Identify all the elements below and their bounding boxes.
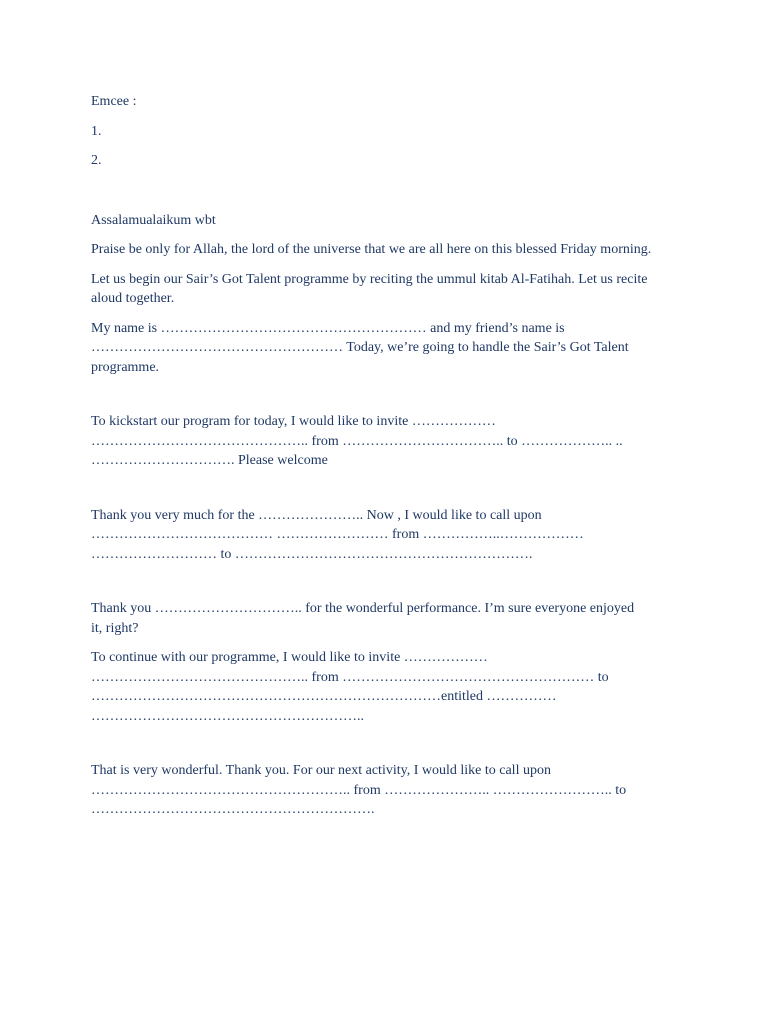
next-activity-line: …………………………………………………….	[91, 802, 375, 817]
begin-paragraph: Let us begin our Sair’s Got Talent programme by reciting the ummul kitab Al-Fatihah. Let us recite aloud together.	[91, 271, 648, 306]
continue-line: To continue with our programme, I would like to invite ………………	[91, 650, 488, 665]
document-body	[91, 92, 681, 820]
thank-you-line: Thank you ………………………….. for the wonderful performance. I’m sure everyone enjoyed	[91, 601, 635, 616]
intro-line: My name is ………………………………………………… and my friend’s name is	[91, 320, 565, 336]
emcee-item-1: 1.	[91, 123, 102, 139]
kickstart-line: …………………………. Please welcome	[91, 453, 328, 468]
continue-line: …………………………………………………………………entitled ……………	[91, 689, 557, 704]
thank-you-line: ………………………………… …………………… from ……………..………………	[91, 527, 584, 542]
continue-line: ……………………………………….. from ……………………………………………… to	[91, 669, 609, 685]
intro-line: ……………………………………………… Today, we’re going to handle the Sair’s Got Talent	[91, 340, 629, 355]
thank-you-line: Thank you very much for the ………………….. Now , I would like to call upon	[91, 507, 542, 523]
next-activity-line: ……………………………………………….. from ………………….. …………………….. to	[91, 782, 627, 798]
thank-you-paragraph-2	[91, 599, 681, 638]
greeting: Assalamualaikum wbt	[91, 212, 216, 228]
thank-you-paragraph-1	[91, 506, 681, 565]
thank-you-line: ……………………… to ……………………………………………………….	[91, 546, 533, 562]
emcee-label: Emcee :	[91, 94, 137, 109]
kickstart-line: To kickstart our program for today, I would like to invite ………………	[91, 414, 496, 429]
next-activity-paragraph	[91, 761, 681, 820]
thank-you-line: it, right?	[91, 620, 139, 636]
continue-line: …………………………………………………..	[91, 708, 364, 724]
intro-line: programme.	[91, 359, 160, 375]
kickstart-line: ……………………………………….. from …………………………….. to ……………….. ..	[91, 433, 623, 449]
praise-paragraph: Praise be only for Allah, the lord of the universe that we are all here on this blessed Friday morning.	[91, 242, 652, 257]
next-activity-line: That is very wonderful. Thank you. For our next activity, I would like to call upon	[91, 763, 551, 778]
continue-paragraph	[91, 648, 681, 726]
intro-paragraph	[91, 319, 681, 378]
kickstart-paragraph	[91, 412, 681, 471]
emcee-item-2: 2.	[91, 153, 102, 168]
